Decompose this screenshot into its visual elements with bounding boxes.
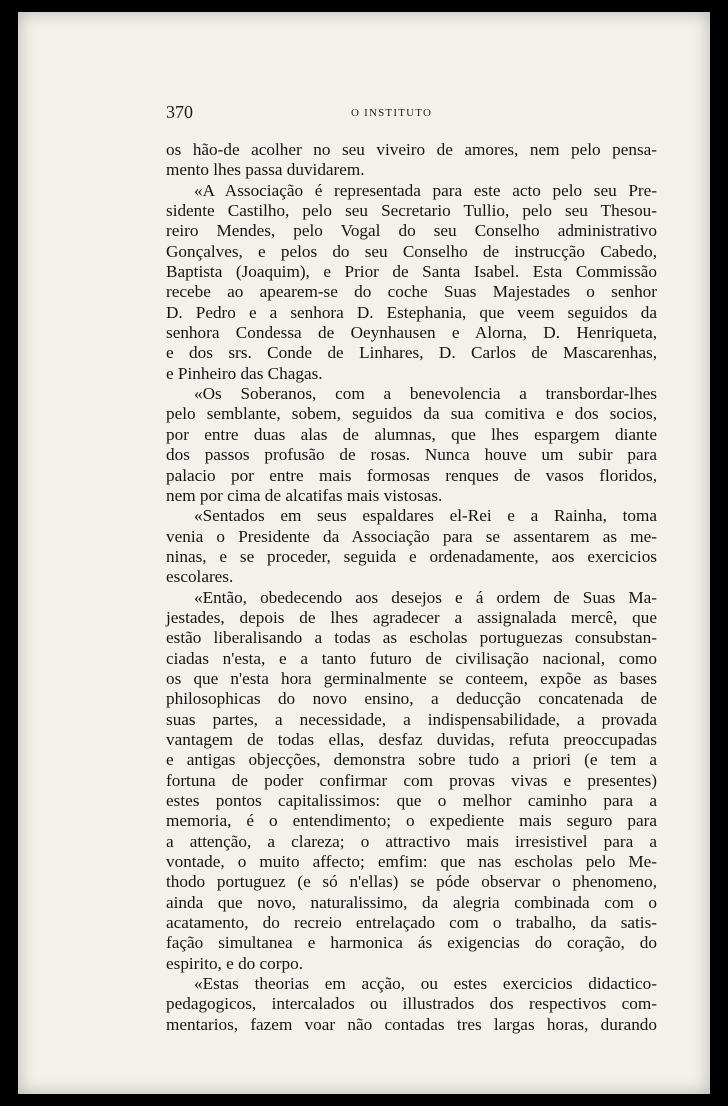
text-line: [166, 384, 657, 404]
text-line: escolares.: [166, 567, 234, 587]
body-text: [166, 140, 657, 1035]
text-line: recebe ao apearem-se do coche Suas Majestades o senhor: [166, 282, 657, 302]
text-line: espirito, e do corpo.: [166, 953, 303, 973]
text-line-content: «A Associação é representada para este acto pelo seu Pre-: [194, 180, 657, 200]
text-line: os hão-de acolher no seu viveiro de amores, nem pelo pensa-: [166, 140, 657, 159]
text-line: [166, 181, 657, 201]
text-line: acatamento, do recreio entrelaçado com o trabalho, da satis-: [166, 913, 657, 933]
text-line: [166, 974, 657, 994]
text-line: memoria, é o entendimento; o expediente mais seguro para: [166, 811, 657, 831]
text-line: os que n'esta hora germinalmente se conteem, expõe as bases: [166, 668, 657, 688]
text-line: vantagem de todas ellas, desfaz duvidas, refuta preoccupadas: [166, 729, 657, 749]
text-line: a attenção, a clareza; o attractivo mais irresistivel para a: [166, 831, 657, 851]
text-line: [166, 588, 657, 608]
text-line: ciadas n'esta, e a tanto futuro de civilisação nacional, como: [166, 648, 657, 668]
text-line: philosophicas do novo ensino, a deducção concatenada de: [166, 689, 657, 709]
text-line: fação simultanea e harmonica ás exigencias do coração, do: [166, 933, 657, 953]
text-line: fortuna de poder confirmar com provas vivas e presentes): [166, 770, 657, 790]
text-line-content: «Então, obedecendo aos desejos e á ordem de Suas Ma-: [194, 587, 657, 607]
running-title: O INSTITUTO: [351, 107, 433, 119]
text-line: [166, 506, 657, 526]
text-line: jestades, depois de lhes agradecer a assignalada mercê, que: [166, 607, 657, 627]
text-line: por entre duas alas de alumnas, que lhes espargem diante: [166, 424, 657, 444]
text-line: ninas, e se proceder, seguida e ordenadamente, aos exercicios: [166, 546, 657, 566]
text-line-content: «Estas theorias em acção, ou estes exercicios didactico-: [194, 974, 657, 994]
page-header: [166, 102, 656, 126]
page-number: 370: [166, 102, 193, 122]
text-line: nem por cima de alcatifas mais vistosas.: [166, 485, 443, 505]
text-line: ainda que novo, naturalissimo, da alegria combinada com o: [166, 892, 657, 912]
text-line: palacio por entre mais formosas renques de vasos floridos,: [166, 465, 657, 485]
text-line: reiro Mendes, pelo Vogal do seu Conselho administrativo: [166, 221, 657, 241]
text-line: mento lhes passa duvidarem.: [166, 160, 365, 180]
book-page: [18, 12, 710, 1094]
text-line: D. Pedro e a senhora D. Estephania, que veem seguidos da: [166, 302, 657, 322]
text-line: estes pontos capitalissimos: que o melhor caminho para a: [166, 791, 657, 810]
text-line-content: «Sentados em seus espaldares el-Rei e a Rainha, toma: [194, 506, 657, 526]
text-line: Baptista (Joaquim), e Prior de Santa Isabel. Esta Commissão: [166, 262, 657, 282]
text-line: senhora Condessa de Oeynhausen e Alorna, D. Henriqueta,: [166, 323, 657, 343]
text-line-content: «Os Soberanos, com a benevolencia a transbordar-lhes: [194, 384, 657, 404]
text-line: estão liberalisando a todas as escholas portuguezas consubstan-: [166, 628, 657, 648]
text-line: venia o Presidente da Associação para se assentarem as me-: [166, 526, 657, 546]
text-line: dos passos profusão de rosas. Nunca houve um subir para: [166, 445, 657, 465]
text-line: Gonçalves, e pelos do seu Conselho de instrucção Cabedo,: [166, 241, 657, 261]
text-line: e Pinheiro das Chagas.: [166, 363, 323, 383]
text-line: e dos srs. Conde de Linhares, D. Carlos de Mascarenhas,: [166, 343, 657, 363]
text-line: e antigas objecções, demonstra sobre tudo a priori (e tem a: [166, 750, 657, 770]
text-line: vontade, o muito affecto; emfim: que nas escholas pelo Me-: [166, 852, 657, 872]
text-line: pedagogicos, intercalados ou illustrados dos respectivos com-: [166, 994, 657, 1014]
text-line: thodo portuguez (e só n'ellas) se póde observar o phenomeno,: [166, 872, 657, 892]
text-line: pelo semblante, sobem, seguidos da sua comitiva e dos socios,: [166, 404, 657, 424]
text-line: mentarios, fazem voar não contadas tres largas horas, durando: [166, 1014, 657, 1034]
text-line: suas partes, a necessidade, a indispensabilidade, a provada: [166, 709, 657, 729]
text-line: sidente Castilho, pelo seu Secretario Tullio, pelo seu Thesou-: [166, 201, 657, 221]
